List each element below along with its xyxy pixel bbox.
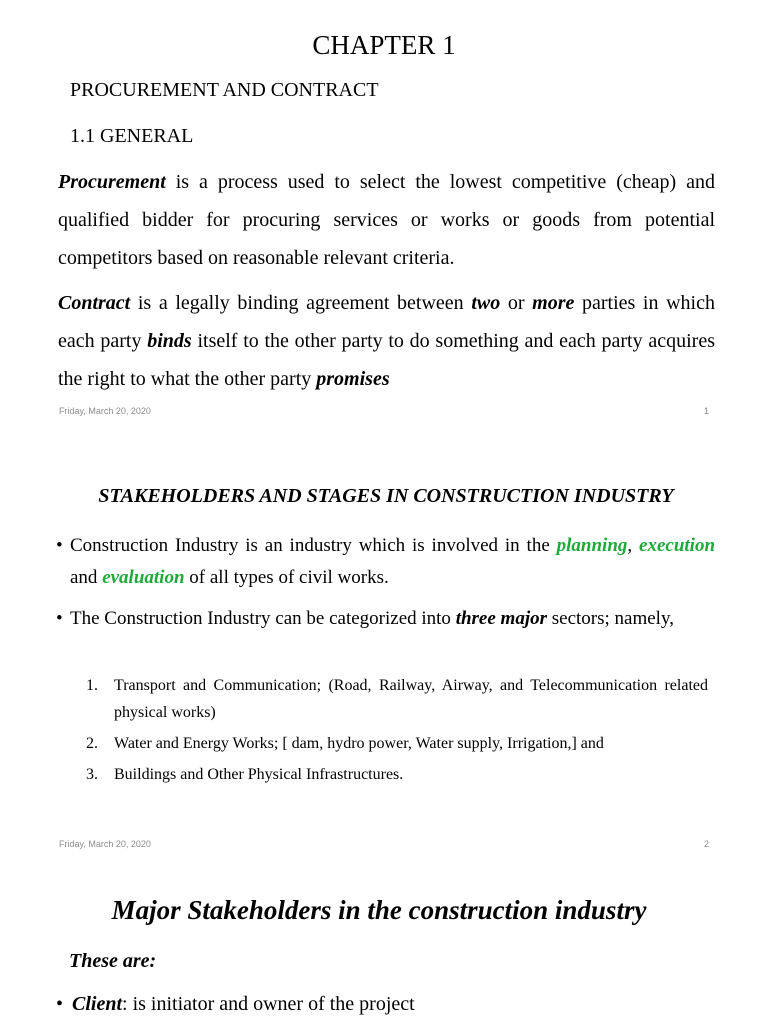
list-text: Water and Energy Works; [ dam, hydro power, Water supply, Irrigation,] and	[114, 735, 604, 752]
bullet-construction-industry	[56, 530, 715, 594]
footer-date-1: Friday, March 20, 2020	[59, 406, 151, 416]
major-stakeholders-title: Major Stakeholders in the construction industry	[111, 895, 647, 925]
bullet2-text-a: The Construction Industry can be categorized into	[70, 608, 456, 629]
contract-definition	[58, 284, 715, 398]
emphasis-promises: promises	[316, 368, 390, 390]
client-text: : is initiator and owner of the project	[122, 993, 415, 1015]
bullet-dot: •	[56, 535, 63, 556]
keyword-execution: execution	[639, 535, 716, 556]
contract-term: Contract	[58, 292, 131, 314]
keyword-evaluation: evaluation	[102, 567, 185, 588]
emphasis-binds: binds	[147, 330, 192, 352]
list-number: 3.	[86, 766, 98, 783]
contract-text-c: parties in which each party	[58, 292, 715, 352]
bullet2-text-b: sectors; namely,	[547, 608, 674, 629]
bullet1-text-b: ,	[627, 535, 640, 556]
list-item	[86, 730, 708, 757]
subsection-heading: 1.1 GENERAL	[70, 125, 194, 147]
client-term: Client	[72, 993, 123, 1015]
page-number-2: 2	[704, 839, 710, 849]
contract-text-d: itself to the other party to do something and each party acquires the right to what the other party	[58, 330, 715, 390]
emphasis-two: two	[471, 292, 501, 314]
chapter-title: CHAPTER 1	[312, 30, 456, 60]
procurement-definition	[58, 163, 715, 277]
procurement-text: is a process used to select the lowest competitive (cheap) and qualified bidder for procuring services or works or goods from potential competitors based on reasonable relevant criteria.	[58, 171, 715, 269]
list-text: Transport and Communication; (Road, Railway, Airway, and Telecommunication related physical works)	[114, 677, 708, 721]
bullet1-text-d: of all types of civil works.	[184, 567, 389, 588]
contract-text-b: or	[500, 292, 533, 314]
footer-date-2: Friday, March 20, 2020	[59, 839, 151, 849]
list-number: 2.	[86, 735, 98, 752]
bullet1-text-c: and	[70, 567, 103, 588]
list-text: Buildings and Other Physical Infrastructures.	[114, 766, 404, 783]
procurement-term: Procurement	[58, 171, 166, 193]
bullet1-text-a: Construction Industry is an industry which is involved in the	[70, 535, 557, 556]
list-item	[86, 672, 708, 726]
section-heading: PROCUREMENT AND CONTRACT	[70, 79, 379, 101]
contract-text-a: is a legally binding agreement between	[130, 292, 472, 314]
bullet-sectors	[56, 603, 715, 635]
list-number: 1.	[86, 677, 98, 694]
keyword-planning: planning	[556, 535, 628, 556]
these-are-label: These are:	[69, 950, 157, 972]
emphasis-three-major: three major	[455, 608, 547, 629]
bullet-client	[56, 988, 715, 1020]
emphasis-more: more	[532, 292, 575, 314]
stakeholders-title: STAKEHOLDERS AND STAGES IN CONSTRUCTION INDUSTRY	[98, 485, 674, 507]
bullet-dot: •	[56, 608, 63, 629]
page-number-1: 1	[704, 406, 710, 416]
list-item	[86, 761, 708, 788]
bullet-dot: •	[56, 993, 64, 1015]
